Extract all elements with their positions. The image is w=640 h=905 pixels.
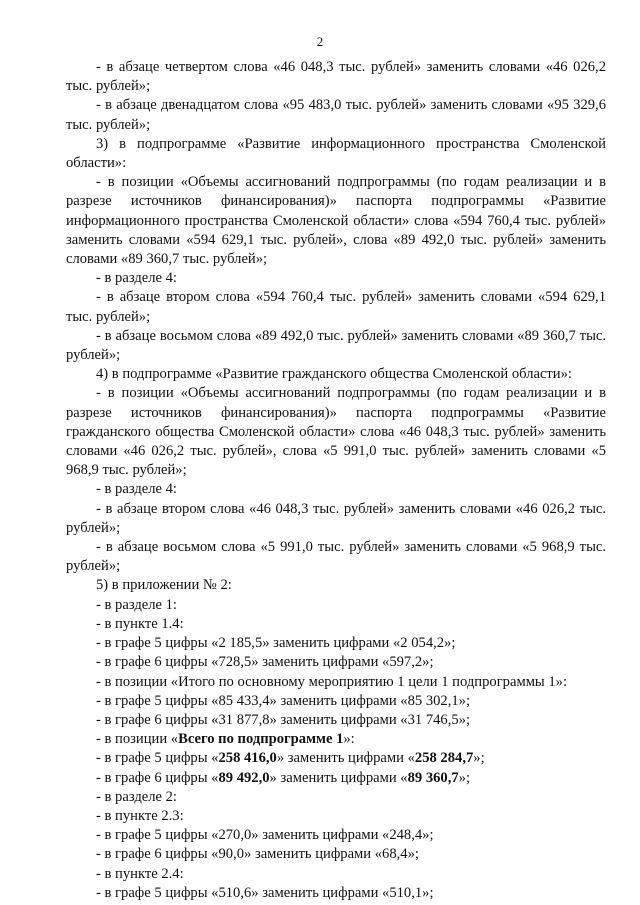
page-number: 2 [316, 34, 324, 49]
paragraph: - в разделе 4: [96, 270, 177, 287]
paragraph: - в графе 5 цифры «270,0» заменить цифрами «248,4»; [96, 827, 434, 844]
text-run: - в позиции « [96, 731, 179, 748]
paragraph: - в абзаце втором слова «46 048,3 тыс. рублей» заменить словами «46 026,2 тыс. рублей»; [66, 500, 606, 536]
text-run: »; [473, 750, 485, 767]
paragraph: - в графе 6 цифры «90,0» заменить цифрами «68,4»; [96, 846, 419, 863]
paragraph: - в абзаце двенадцатом слова «95 483,0 тыс. рублей» заменить словами «95 329,6 тыс. рублей»; [66, 97, 606, 133]
bold-text-run: 258 284,7 [414, 750, 474, 767]
paragraph: - в пункте 2.3: [96, 807, 184, 824]
document-body [66, 58, 606, 903]
paragraph: - в графе 5 цифры «2 185,5» заменить цифрами «2 054,2»; [96, 635, 456, 652]
text-run: »: [343, 731, 355, 748]
text-run: - в графе 5 цифры « [96, 750, 219, 767]
bold-text-run: 89 360,7 [407, 769, 459, 786]
bold-text-run: Всего по подпрограмме 1 [178, 731, 344, 748]
paragraph: - в графе 6 цифры «31 877,8» заменить цифрами «31 746,5»; [96, 711, 471, 728]
paragraph: - в абзаце восьмом слова «5 991,0 тыс. рублей» заменить словами «5 968,9 тыс. рублей»; [66, 539, 606, 575]
paragraph: - в позиции «Объемы ассигнований подпрограммы (по годам реализации и в разрезе источников финансирования)» паспорта подпрограммы «Развитие гражданского общества Смоленской области» слова «46 048,3 тыс. рублей» заменить словами «46 026,2 тыс. рублей», слова «5 991,0 тыс. рублей» заменить словами «5 968,9 тыс. рублей»; [66, 385, 606, 479]
paragraph: - в пункте 1.4: [96, 615, 184, 632]
text-run: - в графе 6 цифры « [96, 769, 219, 786]
paragraph: - в графе 5 цифры «510,6» заменить цифрами «510,1»; [96, 884, 434, 901]
paragraph [66, 749, 606, 768]
text-run: » заменить цифрами « [269, 769, 408, 786]
bold-text-run: 258 416,0 [218, 750, 277, 767]
paragraph: - в графе 6 цифры «728,5» заменить цифрами «597,2»; [96, 654, 434, 671]
paragraph: - в позиции «Объемы ассигнований подпрограммы (по годам реализации и в разрезе источников финансирования)» паспорта подпрограммы «Развитие информационного пространства Смоленской области» слова «594 760,4 тыс. рублей» заменить словами «594 629,1 тыс. рублей», слова «89 492,0 тыс. рублей» заменить словами «89 360,7 тыс. рублей»; [66, 174, 606, 268]
paragraph: 4) в подпрограмме «Развитие гражданского общества Смоленской области»: [96, 366, 572, 383]
bold-text-run: 89 492,0 [218, 769, 270, 786]
paragraph: - в графе 5 цифры «85 433,4» заменить цифрами «85 302,1»; [96, 692, 471, 709]
paragraph [66, 730, 606, 749]
paragraph: - в позиции «Итого по основному мероприятию 1 цели 1 подпрограммы 1»: [96, 673, 568, 690]
paragraph: - в абзаце четвертом слова «46 048,3 тыс. рублей» заменить словами «46 026,2 тыс. рублей»; [66, 59, 606, 95]
paragraph: - в абзаце втором слова «594 760,4 тыс. рублей» заменить словами «594 629,1 тыс. рублей»; [66, 289, 606, 325]
paragraph: - в разделе 2: [96, 788, 177, 805]
paragraph: - в разделе 1: [96, 596, 177, 613]
paragraph: - в пункте 2.4: [96, 865, 184, 882]
paragraph: - в разделе 4: [96, 481, 177, 498]
text-run: »; [458, 769, 471, 786]
paragraph [66, 769, 606, 788]
paragraph: - в абзаце восьмом слова «89 492,0 тыс. рублей» заменить словами «89 360,7 тыс. рублей»; [66, 327, 606, 364]
paragraph: 3) в подпрограмме «Развитие информационного пространства Смоленской области»: [66, 135, 606, 172]
text-run: » заменить цифрами « [276, 750, 415, 767]
paragraph: 5) в приложении № 2: [96, 577, 232, 594]
